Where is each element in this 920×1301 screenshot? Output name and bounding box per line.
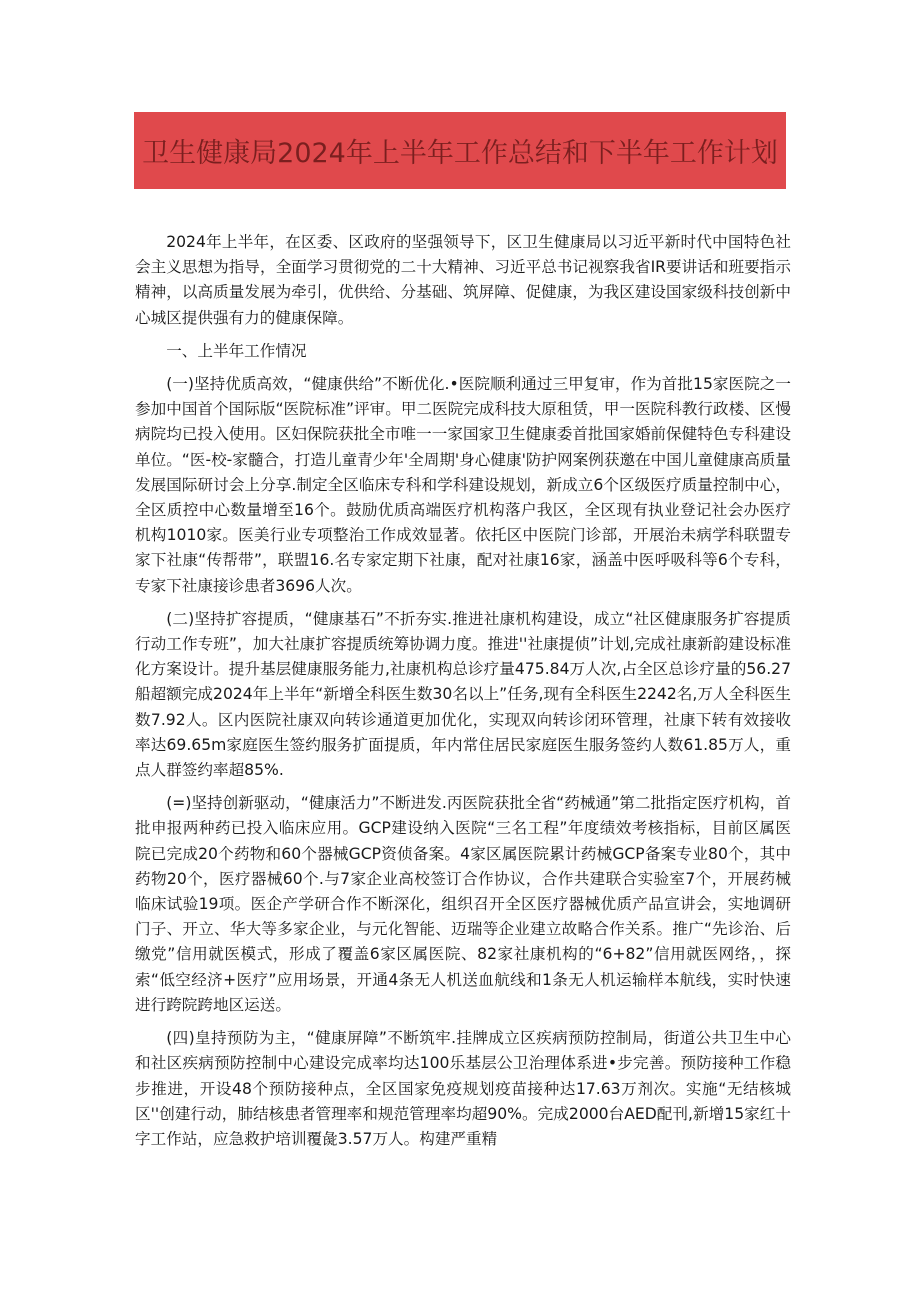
body-paragraph: (二)坚持扩容提质，“健康基石”不折夯实.推进社康机构建设，成立“社区健康服务扩容提质行动工作专班”，加大社康扩容提质统筹协调力度。推进''社康提侦”计划,完成社康新韵建设标准化方案设计。提升基层健康服务能力,社康机构总诊疗量475.84万人次,占全区总诊疗量的56.27船超额完成2024年上半年“新增全科医生数30名以上”任务,现有全科医生2242名,万人全科医生数7.92人。区内医院社康双向转诊通道更加优化，实现双向转诊闭环管理，社康下转有效接收率达69.65m家庭医生签约服务扩面提质，年内常住居民家庭医生服务签约人数61.85万人，重点人群签约率超85%. xyxy=(135,609,791,780)
body-paragraph: (一)坚持优质高效，“健康供给”不断优化.•医院顺利通过三甲复审，作为首批15家医院之一参加中国首个国际版“医院标准”评审。甲二医院完成科技大原租赁，甲一医院科教行政楼、区慢病院均已投入使用。区妇保院获批全市唯一一家国家卫生健康委首批国家婚前保健特色专科建设单位。“医-校-家髓合，打造儿童青少年'全周期'身心健康'防护网案例获邀在中国儿童健康高质量发展国际研讨会上分享.制定全区临床专科和学科建设规划，新成立6个区级医疗质量控制中心，全区质控中心数量增至16个。鼓励优质高端医疗机构落户我区，全区现有执业登记社会办医疗机构1010家。医美行业专项整治工作成效显著。依托区中医院门诊部，开展治未病学科联盟专家下社康“传帮带”，联盟16.名专家定期下社康，配对社康16家，涵盖中医呼吸科等6个专科，专家下社康接诊患者3696人次。 xyxy=(135,375,791,595)
intro-paragraph: 2024年上半年，在区委、区政府的坚强领导下，区卫生健康局以习近平新时代中国特色社会主义思想为指导，全面学习贯彻党的二十大精神、习近平总书记视察我省IR要讲话和班要指示精神，以高质量发展为牵引，优供给、分基础、筑屏障、促健康，为我区建设国家级科技创新中心城区提供强有力的健康保障。 xyxy=(135,233,791,327)
section-heading: 一、上半年工作情况 xyxy=(166,341,307,360)
body-paragraph: (四)皇持预防为主，“健康屏障”不断筑牢.挂牌成立区疾病预防控制局，街道公共卫生中心和社区疾病预防控制中心建设完成率均达100乐基层公卫治理体系进•步完善。预防接种工作稳步推进，开设48个预防接种点，全区国家免疫规划疫苗接种达17.63万剂次。实施“无结核城区''创建行动，肺结核患者管理率和规范管理率均超90%。完成2000台AED配刊,新增15家红十字工作站，应急救护培训覆彘3.57万人。构建严重精 xyxy=(135,1029,791,1148)
body-paragraph: (=)坚持创新驱动，“健康活力”不断进发.丙医院获批全省“药械通”第二批指定医疗机构，首批申报两种药已投入临床应用。GCP建设纳入医院“三名工程”年度绩效考核指标，目前区属医院已完成20个药物和60个器械GCP资侦备案。4家区属医院累计药械GCP备案专业80个，其中药物20个，医疗器械60个.与7家企业高校签订合作协议，合作共建联合实验室7个，开展药械临床试验19项。医企产学研合作不断深化，组织召开全区医疗器械优质产品宣讲会，实地调研门子、开立、华大等多家企业，与元化智能、迈瑞等企业建立故略合作关系。推广“先诊治、后缴党”信用就医模式，形成了覆盖6家区属医院、82家社康机构的“6+82”信用就医网络，，探索“低空经济+医疗”应用场景，开通4条无人机送血航线和1条无人机运输样本航线，实时快速进行跨院跨地区运送。 xyxy=(135,794,791,1014)
document-title: 卫生健康局2024年上半年工作总结和下半年工作计划 xyxy=(142,138,778,169)
title-banner xyxy=(134,112,786,189)
document-body xyxy=(135,230,791,1160)
